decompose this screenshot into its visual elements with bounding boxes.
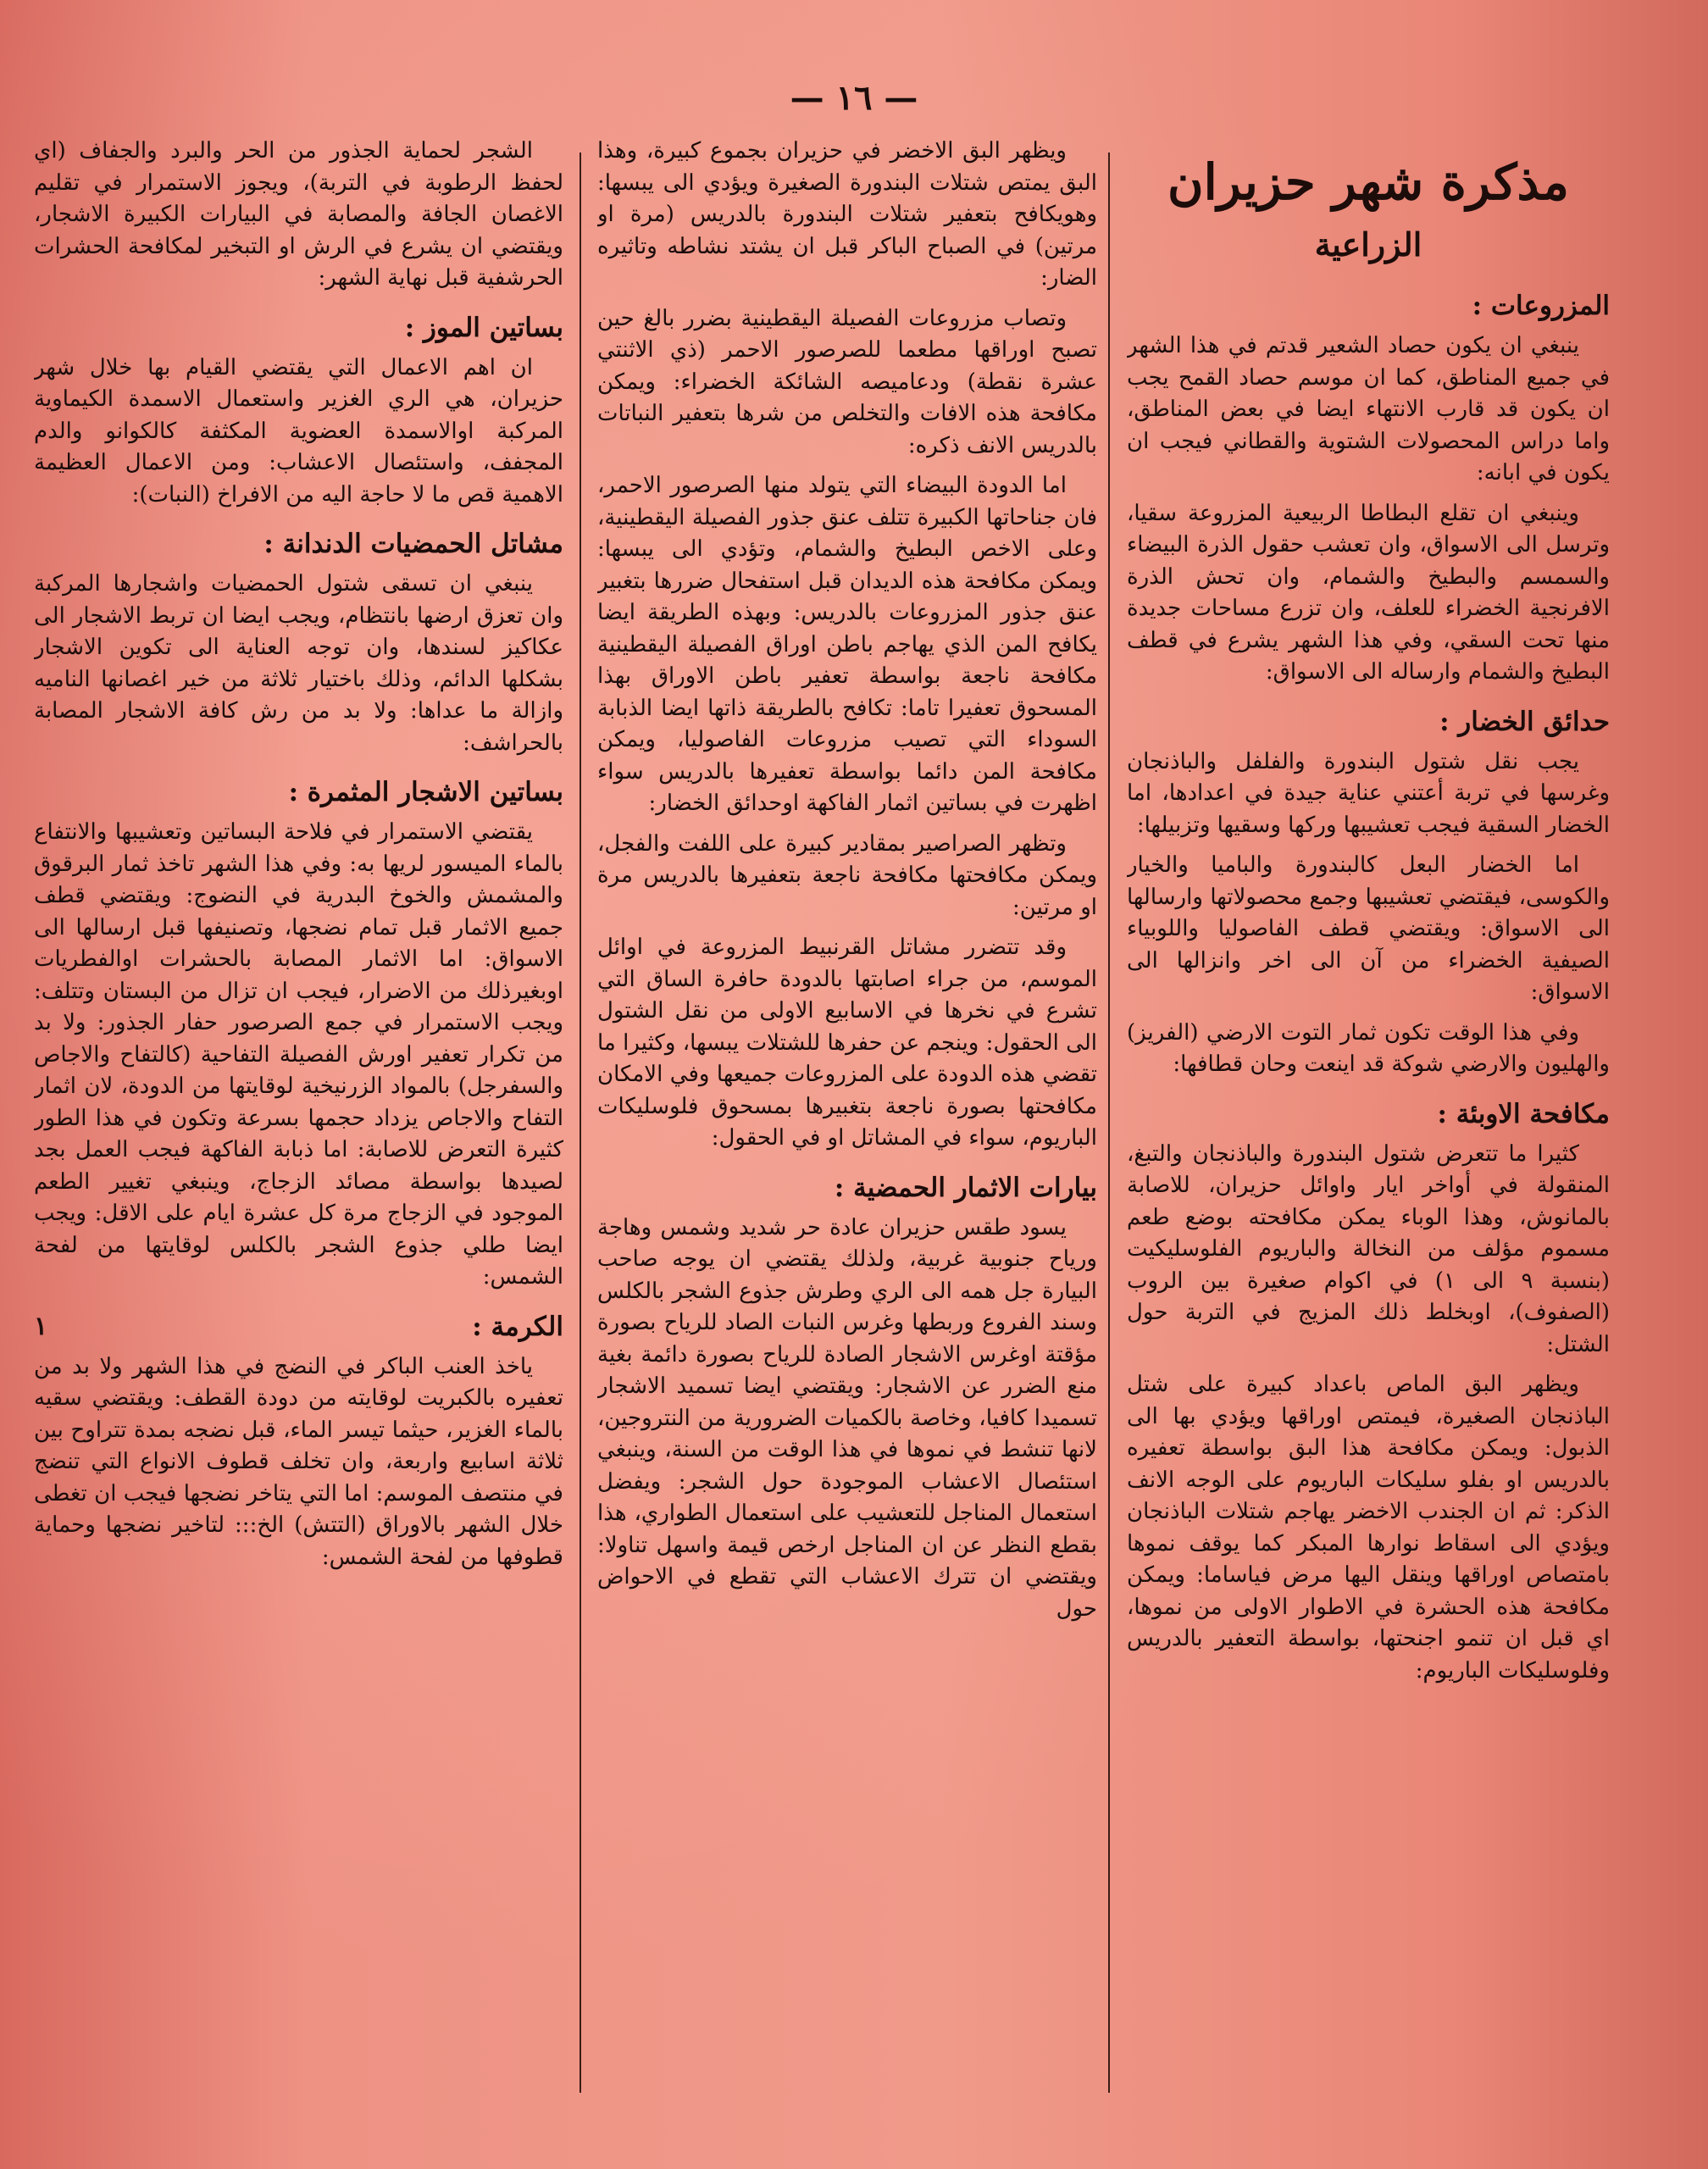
section-heading: بساتين الموز : (404, 312, 563, 343)
paragraph: يسود طقس حزيران عادة حر شديد وشمس وهاجة ورياح جنوبية غربية، ولذلك يقتضي ان يوجه صاحب البيارة جل همه الى الري وطرش جذوع الشجر بالكلس وسند الفروع وربطها وغرس النبات الصاد للرياح بصورة مؤقتة اوغرس الاشجار الصادة للرياح بصورة دائمة بغية منع الضرر عن الاشجار: ويقتضي ايضا تسميد الاشجار تسميدا كافيا، وخاصة بالكميات الضرورية من النتروجين، لانها تنشط في نموها في هذا الوقت من السنة، وينبغي استئصال الاعشاب الموجودة حول الشجر: ويفضل استعمال المناجل للتعشيب على استعمال الطواري، هذا بقطع النظر عن ان المناجل ارخص قيمة واسهل تناولا: ويقتضي ان تترك الاعشاب التي تقطع في الاحواض حول (597, 1214, 1097, 1622)
paragraph: ويظهر البق الماص باعداد كبيرة على شتل الباذنجان الصغيرة، فيمتص اوراقها ويؤدي بها الى الذبول: ويمكن مكافحة هذا البق بواسطة تعفيره بالدريس او بفلو سليكات الباريوم على الوجه الانف الذكر: ثم ان الجندب الاخضر يهاجم شتلات الباذنجان ويؤدي الى اسقاط نوارها المبكر كما يوقف نموها بامتصاص اوراقها وينقل اليها مرض فياساما: ويمكن مكافحة هذه الحشرة في الاطوار الاولى من نموها، اي قبل ان تنمو اجنحتها، بواسطة التعفير بالدريس وفلوسليكات الباريوم: (1127, 1372, 1610, 1684)
paragraph: يجب نقل شتول البندورة والفلفل والباذنجان وغرسها في تربة أعتني عناية جيدة في اعدادها، اما الخضار السقية فيجب تعشيبها وركها وسقيها وتزبيلها: (1127, 748, 1610, 838)
section-heading: مكافحة الاوبئة : (1437, 1098, 1610, 1129)
section-heading: مشاتل الحمضيات الدندانة : (263, 529, 563, 559)
paragraph: كثيرا ما تتعرض شتول البندورة والباذنجان والتبغ، المنقولة في أواخر ايار واوائل حزيران، للاصابة بالمانوش، وهذا الوباء يمكن مكافحته بوضع طعم مسموم مؤلف من النخالة والباريوم الفلوسليكيت (بنسبة ٩ الى ١) في اكوام صغيرة بين الروب (الصفوف)، اوبخلط ذلك المزيج في التربة حول الشتل: (1127, 1140, 1610, 1357)
article-title: مذكرة شهر حزيران (1167, 153, 1569, 211)
section-heading: حدائق الخضار : (1439, 706, 1610, 737)
section-heading: بساتين الاشجار المثمرة : (288, 777, 563, 807)
section-marker: ١ (34, 1311, 48, 1341)
section-heading (34, 1309, 563, 1345)
paragraph: وينبغي ان تقلع البطاطا الربيعية المزروعة سقيا، وترسل الى الاسواق، وان تعشب حقول الذرة البيضاء والسمسم والبطيخ والشمام، وان تحش الذرة الافرنجية الخضراء للعلف، وان تزرع مساحات جديدة منها تحت السقي، وفي هذا الشهر يشرع في قطف البطيخ والشمام وارساله الى الاسواق: (1127, 500, 1610, 685)
paragraph: ويظهر البق الاخضر في حزيران بجموع كبيرة، وهذا البق يمتص شتلات البندورة الصغيرة ويؤدي الى يبسها: وهويكافح بتعفير شتلات البندورة بالدريس (مرة او مرتين) في الصباح الباكر قبل ان يشتد نشاطه وتاثيره الضار: (597, 138, 1097, 291)
paragraph: اما الخضار البعل كالبندورة والباميا والخيار والكوسى، فيقتضي تعشيبها وجمع محصولاتها وارسالها الى الاسواق: ويقتضي قطف الفاصوليا واللوبياء الصيفية الخضراء من آن الى اخر وانزالها الى الاسواق: (1127, 852, 1610, 1005)
column-divider (1108, 153, 1110, 2093)
column-divider (580, 153, 581, 2093)
paragraph: وقد تتضرر مشاتل القرنبيط المزروعة في اوائل الموسم، من جراء اصابتها بالدودة حافرة الساق التي تشرع في نخرها في الاسابيع الاولى من نقل الشتول الى الحقول: وينجم عن حفرها للشتلات يبسها، وكثيرا ما تقضي هذه الدودة على المزروعات جميعها وفي الامكان مكافحتها بصورة ناجعة بتغبيرها بمسحوق فلوسليكات الباريوم، سواء في المشاتل او في الحقول: (597, 935, 1097, 1151)
article-subtitle: الزراعية (1314, 225, 1422, 263)
paragraph: ياخذ العنب الباكر في النضج في هذا الشهر ولا بد من تعفيره بالكبريت لوقايته من دودة القطف: ويقتضي سقيه بالماء الغزير، حيثما تيسر الماء، قبل نضجه بمدة تتراوح بين ثلاثة اسابيع واربعة، وان تخلف قطوف الانواع التي تنضج في منتصف الموسم: اما التي يتاخر نضجها فيجب ان تغطى خلال الشهر بالاوراق (التتش) الخ::: لتاخير نضجها وحماية قطوفها من لفحة الشمس: (34, 1353, 563, 1570)
paragraph: وفي هذا الوقت تكون ثمار التوت الارضي (الفريز) والهليون والارضي شوكة قد اينعت وحان قطافها: (1127, 1019, 1610, 1077)
column-right (1127, 136, 1610, 2118)
paragraph: ينبغي ان تسقى شتول الحمضيات واشجارها المركبة وان تعزق ارضها بانتظام، ويجب ايضا ان تربط الاشجار الى عكاكيز لسندها، وان توجه العناية الى تكوين الاشجار بشكلها الدائم، وذلك باختيار ثلاثة من خير اغصانها الناميه وازالة ما عداها: ولا بد من رش كافة الاشجار المصابة بالحراشف: (34, 571, 563, 756)
column-left (34, 136, 563, 2118)
section-heading: المزروعات : (1472, 291, 1610, 321)
column-middle (597, 136, 1097, 2118)
section-heading-text: الكرمة : (472, 1311, 563, 1342)
paragraph: وتصاب مزروعات الفصيلة اليقطينية بضرر بالغ حين تصبح اوراقها مطعما للصرصور الاحمر (ذي الاثنتي عشرة نقطة) ودعاميصه الشائكة الخضراء: ويمكن مكافحة هذه الافات والتخلص من شرها بتعفير النباتات بالدريس الانف ذكره: (597, 305, 1097, 458)
paragraph: وتظهر الصراصير بمقادير كبيرة على اللفت والفجل، ويمكن مكافحتها مكافحة ناجعة بتعفيرها بالدريس مرة او مرتين: (597, 830, 1097, 920)
paragraph: اما الدودة البيضاء التي يتولد منها الصرصور الاحمر، فان جناحاتها الكبيرة تتلف عنق جذور الفصيلة اليقطينية، وعلى الاخص البطيخ والشمام، وتؤدي الى يبسها: ويمكن مكافحة هذه الديدان قبل استفحال ضررها بتغبير عنق جذور المزروعات بالدريس: وبهذه الطريقة ايضا يكافح المن الذي يهاجم باطن اوراق الفصيلة اليقطينية مكافحة ناجعة بواسطة تعفير باطن الاوراق بهذا المسحوق تعفيرا تاما: تكافح بالطريقة ذاتها ايضا الذبابة السوداء التي تصيب مزروعات الفاصوليا، ويمكن مكافحة المن دائما بواسطة تعفيرها بالدريس سواء اظهرت في بساتين اثمار الفاكهة اوحدائق الخضار: (597, 473, 1097, 816)
page-number: — ١٦ — (790, 78, 918, 118)
paragraph: الشجر لحماية الجذور من الحر والبرد والجفاف (اي لحفظ الرطوبة في التربة)، ويجوز الاستمرار في تقليم الاغصان الجافة والمصابة في البيارات الكبيرة الاشجار، ويقتضي ان يشرع في الرش او التبخير لمكافحة الحشرات الحرشفية قبل نهاية الشهر: (34, 138, 563, 291)
paragraph: ان اهم الاعمال التي يقتضي القيام بها خلال شهر حزيران، هي الري الغزير واستعمال الاسمدة الكيماوية المركبة اوالاسمدة العضوية المكثفة كالكوانو والدم المجفف، واستئصال الاعشاب: ومن الاعمال العظيمة الاهمية قص ما لا حاجة اليه من الافراخ (النبات): (34, 354, 563, 508)
paragraph: يقتضي الاستمرار في فلاحة البساتين وتعشيبها والانتفاع بالماء الميسور لريها به: وفي هذا الشهر تاخذ ثمار البرقوق والمشمش والخوخ البدرية في النضوج: ويقتضي قطف جميع الاثمار قبل تمام نضجها، وتصنيفها قبل ارسالها الى الاسواق: اما الاثمار المصابة بالحشرات اوالفطريات اوبغيرذلك من الاضرار، فيجب ان تزال من البستان وتتلف: ويجب الاستمرار في جمع الصرصور حفار الجذور: ولا بد من تكرار تعفير اورش الفصيلة التفاحية (كالتفاح والاجاص والسفرجل) بالمواد الزرنيخية لوقايتها من الدودة، لان اثمار التفاح والاجاص يزداد حجمها بسرعة وتكون في هذا الطور كثيرة التعرض للاصابة: اما ذبابة الفاكهة فيجب العمل بجد لصيدها بواسطة مصائد الزجاج، وينبغي تغيير الطعم الموجود في الزجاج مرة كل عشرة ايام على الاقل: ويجب ايضا طلي جذوع الشجر بالكلس لوقايتها من لفحة الشمس: (34, 819, 563, 1290)
section-heading: بيارات الاثمار الحمضية : (834, 1172, 1097, 1203)
paragraph: ينبغي ان يكون حصاد الشعير قدتم في هذا الشهر في جميع المناطق، كما ان موسم حصاد القمح يجب ان يكون قد قارب الانتهاء ايضا في بعض المناطق، واما دراس المحصولات الشتوية والقطاني فيجب ان يكون في ابانه: (1127, 333, 1610, 485)
